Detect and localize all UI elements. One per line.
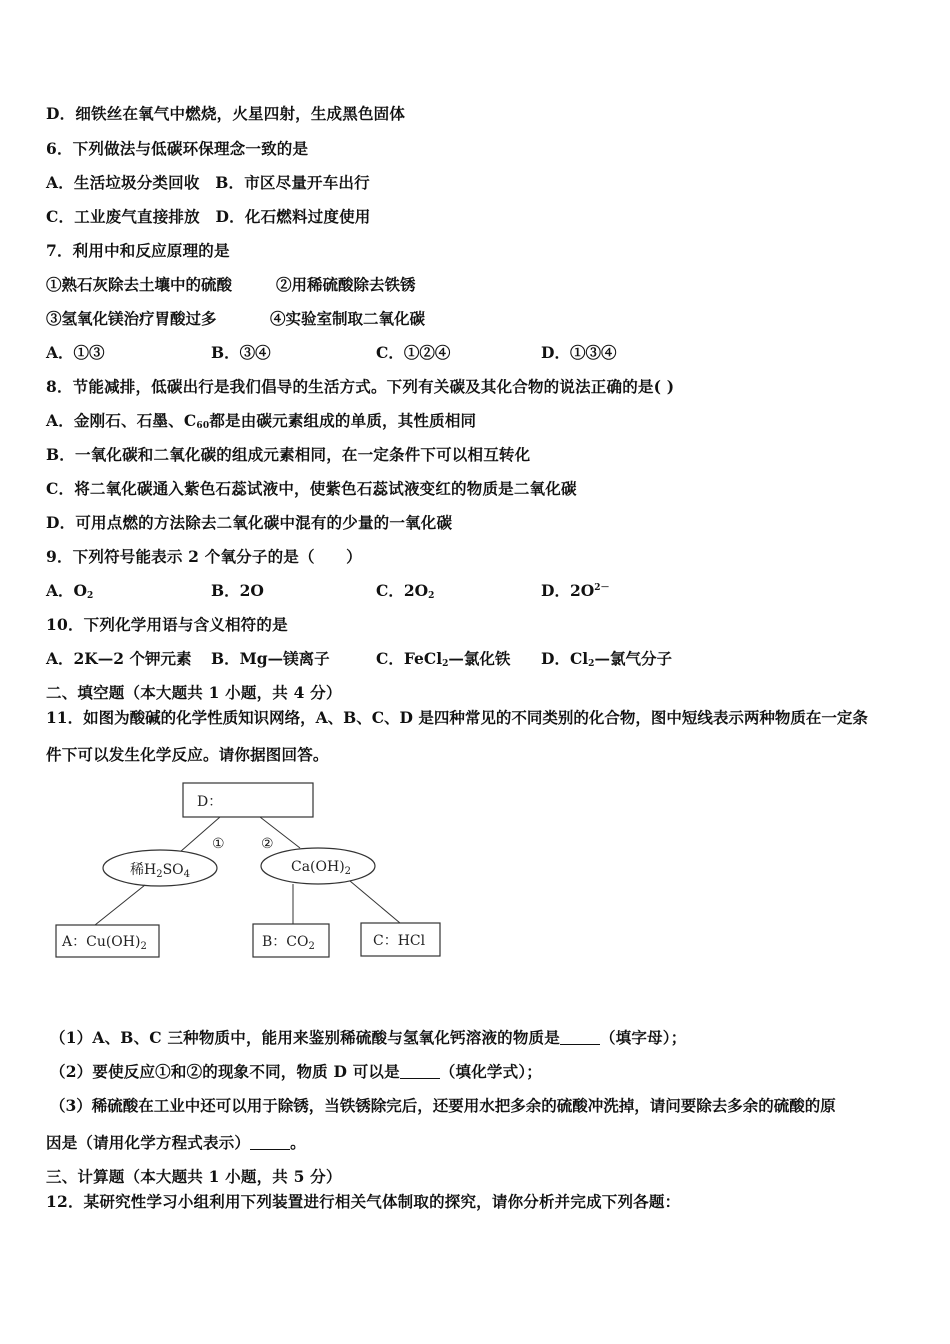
q6-options-row1: A．生活垃圾分类回收 B．市区尽量开车出行: [46, 173, 370, 192]
q7-item-2: ②用稀硫酸除去铁锈: [276, 275, 416, 294]
q7-option-a: A．①③: [46, 343, 105, 362]
q7-option-c: C．①②④: [376, 343, 451, 362]
section-2-title: 二、填空题（本大题共 1 小题，共 4 分）: [46, 683, 342, 702]
q10-option-c-pre: C．FeCl: [376, 649, 443, 668]
q11-sub1-post: （填字母）；: [599, 1028, 687, 1047]
q11-sub3-post: 。: [290, 1133, 306, 1152]
q10-option-c-sub: 2: [442, 659, 449, 669]
q9-option-a-sub: 2: [87, 591, 94, 601]
q12-stem: 12．某研究性学习小组利用下列装置进行相关气体制取的探究，请你分析并完成下列各题：: [46, 1192, 681, 1211]
a-box-label: A：$Cu(OH)_2$: [62, 934, 147, 952]
q10-option-c: [376, 647, 510, 669]
q11-sub3-line2: [46, 1131, 306, 1153]
q11-stem-line1: 11．如图为酸碱的化学性质知识网络，A、B、C、D 是四种常见的不同类别的化合物，图中短线表示两种物质在一定条: [46, 708, 868, 727]
q11-sub3-line1: （3）稀硫酸在工业中还可以用于除锈，当铁锈除完后，还要用水把多余的硫酸冲洗掉，请问要除去多余的硫酸的原: [50, 1096, 836, 1115]
reaction-1-label: ①: [212, 836, 225, 852]
q11-sub2-text: （2）要使反应①和②的现象不同，物质 D 可以是: [50, 1062, 400, 1081]
q10-stem: 10．下列化学用语与含义相符的是: [46, 615, 288, 634]
d-box-label: D：: [197, 794, 223, 810]
q7-item-4: ④实验室制取二氧化碳: [270, 309, 426, 328]
q5-option-d: D．细铁丝在氧气中燃烧，火星四射，生成黑色固体: [46, 104, 406, 123]
q7-item-1: ①熟石灰除去土壤中的硫酸: [46, 275, 233, 294]
q8-option-a-pre: A．金刚石、石墨、C: [46, 411, 197, 430]
q9-option-d: [541, 579, 610, 601]
q11-sub1-blank[interactable]: [560, 1030, 600, 1045]
q8-option-d: D．可用点燃的方法除去二氧化碳中混有的少量的一氧化碳: [46, 513, 453, 532]
q11-sub1: [50, 1026, 686, 1048]
section-3-title: 三、计算题（本大题共 1 小题，共 5 分）: [46, 1167, 342, 1186]
q11-sub2-post: （填化学式）；: [439, 1062, 542, 1081]
q9-option-a-text: A．O: [46, 581, 88, 600]
q7-option-b: B．③④: [211, 343, 271, 362]
q11-sub2-blank[interactable]: [400, 1064, 440, 1079]
q11-sub1-text: （1）A、B、C 三种物质中，能用来鉴别稀硫酸与氢氧化钙溶液的物质是: [50, 1028, 560, 1047]
q11-sub2: [50, 1060, 542, 1082]
q9-option-d-sup: 2－: [594, 583, 610, 593]
q8-stem: 8．节能减排，低碳出行是我们倡导的生活方式。下列有关碳及其化合物的说法正确的是( ): [46, 377, 675, 396]
q6-options-row2: C．工业废气直接排放 D．化石燃料过度使用: [46, 207, 371, 226]
q8-option-c: C．将二氧化碳通入紫色石蕊试液中，使紫色石蕊试液变红的物质是二氧化碳: [46, 479, 577, 498]
q11-stem-line2: 件下可以发生化学反应。请你据图回答。: [46, 745, 329, 764]
q7-option-d: D．①③④: [541, 343, 617, 362]
reaction-2-label: ②: [261, 836, 274, 852]
acid-base-network-diagram: [50, 780, 450, 965]
q7-item-3: ③氢氧化镁治疗胃酸过多: [46, 309, 217, 328]
q11-sub3-text: 因是（请用化学方程式表示）: [46, 1133, 251, 1152]
q10-option-d-sub: 2: [588, 659, 595, 669]
q10-option-d-pre: D．Cl: [541, 649, 589, 668]
link-acid-a: [95, 885, 145, 925]
acid-ellipse: [103, 850, 217, 886]
q9-option-c: [376, 579, 434, 601]
q10-option-d: [541, 647, 672, 669]
q8-option-a-sub: 60: [196, 421, 210, 431]
base-label: $Ca(OH)_2$: [291, 859, 352, 877]
b-box-label: B：$CO_2$: [262, 934, 315, 952]
q7-stem: 7．利用中和反应原理的是: [46, 241, 230, 260]
q9-option-a: [46, 579, 93, 601]
q6-stem: 6．下列做法与低碳环保理念一致的是: [46, 139, 309, 158]
q9-option-c-text: C．2O: [376, 581, 429, 600]
q8-option-a-post: 都是由碳元素组成的单质，其性质相同: [209, 411, 477, 430]
q11-sub3-blank[interactable]: [250, 1135, 290, 1150]
q10-option-d-post: —氯气分子: [594, 649, 672, 668]
acid-label: 稀$H_2SO_4$: [130, 862, 191, 880]
q9-option-c-sub: 2: [428, 591, 435, 601]
link-base-c: [350, 881, 400, 923]
q10-option-c-post: —氯化铁: [448, 649, 511, 668]
q8-option-b: B．一氧化碳和二氧化碳的组成元素相同，在一定条件下可以相互转化: [46, 445, 531, 464]
q9-option-d-text: D．2O: [541, 581, 595, 600]
q8-option-a: [46, 409, 476, 431]
c-box-label: C：HCl: [373, 933, 426, 949]
q10-option-a: A．2K—2 个钾元素: [46, 649, 192, 668]
q9-option-b: B．2O: [211, 581, 264, 600]
q10-option-b: B．Mg—镁离子: [211, 649, 330, 668]
q9-stem: 9．下列符号能表示 2 个氧分子的是（ ）: [46, 547, 362, 566]
